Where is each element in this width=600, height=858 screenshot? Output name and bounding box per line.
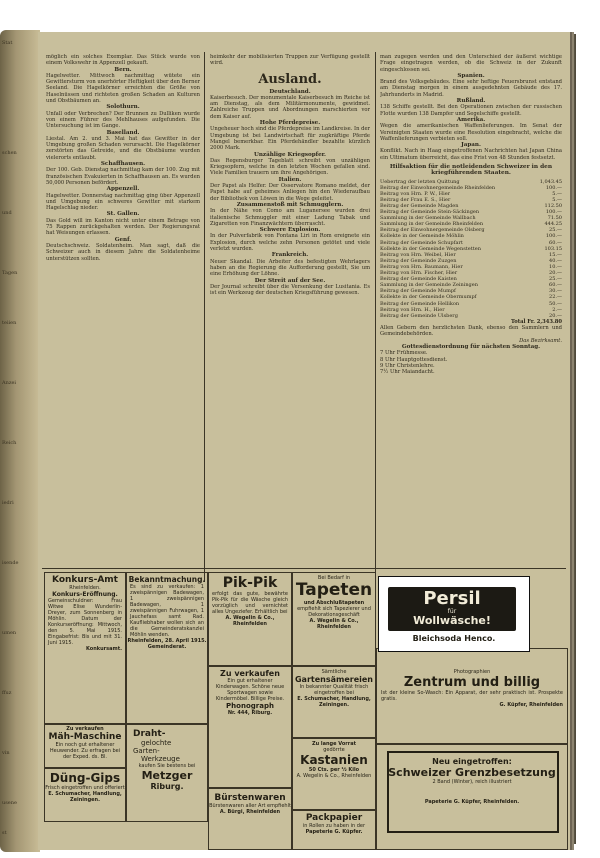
spine-ghost-text: vin <box>2 750 10 756</box>
left-column <box>46 54 200 566</box>
donation-label: Beitrag der Einwohnergemeinde Olsberg <box>380 227 485 234</box>
section-heading: St. Gallen. <box>106 211 140 218</box>
donation-label: Sammlung in der Gemeinde Rheinfelden <box>380 221 484 228</box>
article-text: heimkehr der mobilisierten Truppen zur Verfügung gestellt wird. <box>210 54 370 67</box>
donation-amount: 103.15 <box>544 245 562 252</box>
service-line: 7½ Uhr Maiandacht. <box>380 369 435 376</box>
donation-amount: 60.— <box>549 282 562 289</box>
spine-ghost-text: umen <box>2 630 17 636</box>
column-rule <box>375 52 376 582</box>
ad-footer: E. Schumacher, Handlung, Zeiningen. <box>297 696 371 708</box>
ad-subtitle: gedörrte <box>323 747 345 753</box>
ad-body: Frisch eingetroffen und offeriert <box>45 785 125 791</box>
persil-logo-box <box>388 587 516 631</box>
ad-footer: G. Küpfer, Rheinfelden <box>499 702 563 708</box>
section-heading: Unzählige Kriegsopfer. <box>253 151 327 158</box>
middle-column <box>210 54 370 566</box>
ad-big: Tapeten <box>295 580 373 600</box>
persil-line2: Wollwäsche! <box>413 614 491 627</box>
spine-ghost-text: iedri <box>2 500 14 506</box>
article-text: Der Journal schreibt über die Versenkung der Lusitania. Es ist ein Werkzeug der deutschen Kriegsführung gewesen. <box>210 283 370 297</box>
ad-big: Gartensämereien <box>294 675 373 684</box>
ad-tapeten <box>292 572 376 666</box>
ad-title: Zu verkaufen <box>66 726 104 732</box>
donation-label: Beitrag der Gemeinde Kaisten <box>380 276 457 283</box>
spine-ghost-text: Stat <box>2 40 13 46</box>
donation-label: Beitrag von Hrn. Baumann, Hier <box>380 263 463 270</box>
section-heading: Rußland. <box>456 98 486 105</box>
ad-body: In bekannter Qualität frisch eingetroffen bei <box>299 684 369 696</box>
ad-photographien <box>376 648 568 744</box>
thanks-signature: Das Bezirksamt. <box>519 337 562 344</box>
donation-label: Beitrag der Gemeinde Magden <box>380 203 459 210</box>
ad-footer: Rheinfelden, 28. April 1915. Gemeinderat. <box>127 638 207 650</box>
ad-big: Düng-Gips <box>49 771 121 785</box>
ad-kinderwagen <box>208 666 292 788</box>
donation-amount: 60.— <box>549 239 562 246</box>
ad-pik-pik <box>208 572 292 666</box>
donation-amount: 100.— <box>545 209 562 216</box>
ad-big: Kastanien <box>300 753 368 767</box>
ad-footer: Riburg. <box>150 782 184 791</box>
donation-amount: 112.50 <box>544 203 562 210</box>
spine-ghost-text: usene <box>2 800 17 806</box>
donation-label: Beitrag von Hrn. H., Hier <box>380 306 445 313</box>
donation-amount: 50.— <box>549 300 562 307</box>
ad-body: Ist der kleine So-Wasch: Ein Apparat, der sehr praktisch ist. Prospekte gratis. <box>381 690 563 702</box>
article-text: Der 100. Geb. Dienstag nachmittag kam der 100. Zug mit französischen Evakuierten in Schaffhausen an. Es wurden 50,000 Personen befördert. <box>46 167 200 186</box>
ad-duengips <box>44 768 126 822</box>
donation-label: Uebertrag der letzten Quittung <box>380 178 460 185</box>
ad-packpapier <box>292 810 376 850</box>
donation-amount: 20.— <box>549 270 562 277</box>
ad-body: in Rollen zu haben in der <box>302 823 366 829</box>
donation-label: Beitrag der Gemeinde Stein-Säckingen <box>380 209 480 216</box>
ad-bekanntmachung <box>126 572 208 724</box>
ad-big: Schweizer Grenzbesetzung <box>388 766 556 779</box>
ad-body: erfolgt das gute, bewährte Pik-Pik für die Wäsche gleich vorzüglich und vernichtet alles Ungeziefer. Erhältlich bei <box>212 591 288 615</box>
donation-amount: 71.50 <box>547 215 562 222</box>
section-heading: Amerika. <box>456 116 486 123</box>
ad-body: 50 Cts. per ½ Kilo <box>308 767 360 773</box>
donation-amount: 30.— <box>549 288 562 295</box>
service-line: 9 Uhr Christenlehre. <box>380 362 435 369</box>
donation-label: Beitrag der Gemeinde Ulsberg <box>380 312 458 319</box>
ad-big: Zentrum und billig <box>403 675 541 690</box>
donation-label: Beitrag der Gemeinde Mumpf <box>380 288 456 295</box>
donation-amount: 22.— <box>549 294 562 301</box>
donation-amount: 25.— <box>549 227 562 234</box>
book-spine <box>0 30 40 852</box>
article-text: Deutschschweiz. Soldatenheim. Man sagt, daß die Schweizer auch in diesem Jahre die Soldatenheime unterstützen sollten. <box>46 242 200 262</box>
article-text: man zugegen werden und den Unterschied der äußerst wichtige Frage eingetragen werden, ob die Schweiz in der Zukunft eingeschlossen sei. <box>380 54 562 73</box>
article-text: Wegen die amerikanischen Waffenlieferungen. Im Senat der Vereinigten Staaten wurde eine Resolution eingebracht, welche die Waffenlieferungen verbieten soll. <box>380 123 562 142</box>
donation-amount: 1,043.45 <box>539 178 562 185</box>
ad-body: empfiehlt sich Tapezierer und Dekorationsgeschäft <box>297 606 371 618</box>
ad-title: Sämtliche <box>321 669 347 675</box>
article-text: Hagelwetter. Donnerstag nachmittag ging über Appenzell und Umgebung ein schweres Gewitter mit starkem Hagelschlag nieder. <box>46 192 200 212</box>
ad-body: Ein gut erhaltener Kinderwagen. Schöne neue Sportwagen sowie Kindermöbel. Billige Preise. <box>215 678 285 702</box>
article-text: Das Gold will im Kanton nicht unter einem Betrage von 75 Rappen zurückgehalten werden. Der Regierungsrat hat Weisungen erlassen. <box>46 217 200 237</box>
ad-big: Phonograph <box>226 702 274 710</box>
persil-line1: für <box>447 608 457 615</box>
right-column <box>380 54 562 566</box>
ad-body: Bürstenwaren aller Art empfiehlt <box>209 803 291 809</box>
ad-title: Bekanntmachung. <box>128 575 206 584</box>
spine-ghost-text: und <box>2 210 12 216</box>
newspaper-page <box>38 32 570 850</box>
spine-ghost-text: Reich <box>2 440 17 446</box>
donation-label: Beitrag der Frau E. S., Hier <box>380 196 451 203</box>
donation-label: Beitrag der Gemeinde Schupfart <box>380 239 463 246</box>
article-text: Liestal. Am 2. und 3. Mai hat das Gewitter in der Umgebung großen Schaden verursacht. Die Hagelkörner zerstörten das Getreide, und die Obstbäume wurden vielerorts entlaubt. <box>46 135 200 161</box>
spine-ghost-text: isende <box>2 560 19 566</box>
article-text: In der Pulverfabrik von Fontana Liri in Rom ereignete ein Explosion, durch welche zehn Personen getötet und viele verletzt wurden. <box>210 233 370 253</box>
donation-amount: 25.— <box>549 276 562 283</box>
ad-title: Neu eingetroffen: <box>432 757 512 766</box>
ad-footer: E. Schumacher, Handlung, Zeiningen. <box>48 791 122 803</box>
donation-amount: 5.— <box>552 190 562 197</box>
section-heading: Japan. <box>461 142 481 149</box>
donation-label: Kollekte in der Gemeinde Wegenstetten <box>380 245 481 252</box>
ad-line: Garten- <box>133 747 160 755</box>
ad-heading: Konkurs-Eröffnung. <box>52 591 118 598</box>
donation-label: Sammlung in der Gemeinde Wallbach <box>380 215 476 222</box>
ad-footer: A. Bürgi, Rheinfelden <box>219 809 281 815</box>
column-rule <box>204 52 205 582</box>
ad-subtitle: 2 Band (Winter), reich illustriert <box>432 779 512 785</box>
ad-big: Metzger <box>141 769 193 782</box>
donation-amount: 444.25 <box>544 221 562 228</box>
section-heading: Schwere Explosion. <box>259 227 321 234</box>
article-text: 138 Schiffe gestellt. Bei den Operationen zwischen der russischen Flotte wurden 138 Dampfer und Segelschiffe gestellt. <box>380 104 562 117</box>
spine-ghost-text: st <box>2 830 7 836</box>
donation-label: Beitrag von Hrn. Weibel, Hier <box>380 251 456 258</box>
spine-ghost-text: teiien <box>2 320 17 326</box>
article-text: Neuer Skandal. Die Arbeiter des befestigten Wehrlagers haben an die Regierung die Aufforderung gestellt, Sie um eine Erhöhung der Löhne. <box>210 258 370 278</box>
donation-amount: 100.— <box>545 184 562 191</box>
article-text: Brand des Volksgebäudes. Eine sehr heftige Feuersbrunst entstand am Dienstag morgen in einem ausgedehnten Gebäude des 17. Jahrhunderts in Madrid. <box>380 79 562 98</box>
ad-werkzeuge <box>126 724 208 822</box>
section-heading: Deutschland. <box>269 88 311 95</box>
ad-footer: Nr. 444, Riburg. <box>227 710 273 716</box>
ad-body: Ein noch gut erhaltener Heuwender. Zu erfragen bei der Exped. ds. Bl. <box>49 742 121 760</box>
donation-amount: 15.— <box>549 251 562 258</box>
donation-label: Sammlung in der Gemeinde Zeiningen <box>380 282 478 289</box>
ad-title: Pik-Pik <box>222 575 278 591</box>
ad-title: Zu verkaufen <box>220 669 280 678</box>
spine-ghost-text: ffuz <box>2 690 12 696</box>
ad-body: Es sind zu verkaufen: 1 zweispännigen Badewagen, 1 zweispännigen Badewagen, 1 zweispännigen Fuhrwagen, 1 Jauchefass samt Rad. Kaufliebhaber wollen sich an die Gemeinderatskanzlei Möhlin wenden. <box>130 584 204 638</box>
article-text: Das Regensburger Tageblatt schreibt von unzähligen Kriegsopfern, welche in den letzten Wochen gefallen sind. Viele Familien trauern um ihre Angehörigen. <box>210 157 370 177</box>
donation-label: Beitrag der Einwohnergemeinde Rheinfelden <box>380 184 496 191</box>
service-line: 7 Uhr Frühmesse. <box>380 350 428 357</box>
ad-subtitle: und Abschlußtapeten <box>303 600 365 606</box>
ad-footer: A. Wegelin & Co., Rheinfelden <box>296 773 372 779</box>
section-heading: Zusammenstoß mit Schmugglern. <box>236 201 344 208</box>
ad-line: gelochte <box>141 739 172 747</box>
ad-body: Gemeinschuldner: Frau Witwe Elise Wunderlin-Dreyer, zum Sonnenberg in Möhlin. Datum der Konkurseröffnung: Mittwoch, den 5. Mai 1915. Eingabefrist: Bis und mit 31. Juni 1915. <box>48 598 122 646</box>
section-heading: Genf. <box>114 236 132 243</box>
section-heading: Frankreich. <box>271 252 309 259</box>
ad-grenzbesetzung <box>376 744 568 850</box>
donation-amount: 10.— <box>549 263 562 270</box>
section-heading: Der Streit auf der See. <box>254 277 326 284</box>
article-text: Hagelwetter. Mittwoch nachmittag wütete ein Gewittersturm von unerhörter Heftigkeit über den Berner Seeland. Die Hagelkörner erreichten die Größe von Haselnüssen und richteten großen Schaden an Kulturen und Obstbäumen an. <box>46 72 200 105</box>
donation-amount: 2.— <box>552 306 562 313</box>
service-title: Gottesdienstordnung für nächsten Sonntag. <box>401 343 541 350</box>
article-text: Unfall oder Verbrechen? Der Brunnen zu Dulliken wurde von einem Führer des Mehlhauses aufgefunden. Die Untersuchung ist im Gange. <box>46 110 200 130</box>
ad-persil <box>378 576 530 652</box>
ad-maehmaschine <box>44 724 126 768</box>
section-heading: Baselland. <box>106 129 140 136</box>
ad-konkurs <box>44 572 126 724</box>
ad-footer: Konkursamt. <box>86 646 122 652</box>
article-text: Ungeheuer hoch sind die Pferdepreise im Landkreise. In der Umgebung ist bei Landwirtschaft für zugkräftige Pferde Mangel bemerkbar. Ein Pferdehändler bezahlte kürzlich 2000 Mark. <box>210 126 370 152</box>
ad-subtitle: Rheinfelden. <box>69 585 101 591</box>
ad-line: Werkzeuge <box>141 755 180 763</box>
donation-label: Kollekte in der Gemeinde Möhlin <box>380 233 464 240</box>
article-text: Der Papst als Helfer. Der Osservatore Romano meldet, der Papst habe auf geheimes Anliegen hin den Wiederaufbau der Bibliothek von Löwen in die Wege geleitet. <box>210 183 370 202</box>
article-text: In der Nähe von Como am Luganersee wurden drei italienische Schmuggler mit einer Ladung Tabak und Zigaretten von Finanzwächtern überrascht. <box>210 208 370 227</box>
ad-footer: A. Wegelin & Co., Rheinfelden <box>309 618 359 630</box>
persil-footer: Bleichsoda Henco. <box>412 634 496 643</box>
ad-title: Draht- <box>133 729 166 739</box>
ad-title: Zu lange Vorrat <box>311 741 356 747</box>
ad-footer: Papeterie G. Küpfer, Rheinfelden. <box>424 799 520 805</box>
donation-amount: 40.— <box>549 257 562 264</box>
donation-table <box>380 179 562 319</box>
spine-ghost-text: Anzei <box>2 380 17 386</box>
section-heading: Italien. <box>278 176 302 183</box>
ads-top-rule <box>42 568 566 569</box>
section-heading: Appenzell. <box>106 186 140 193</box>
ad-title: Konkurs-Amt <box>52 575 118 585</box>
ad-kastanien <box>292 738 376 810</box>
ad-title: Photographien <box>453 669 491 675</box>
donation-label: Beitrag von Hrn. Fischer, Hier <box>380 270 458 277</box>
ad-big: Packpapier <box>305 813 363 823</box>
article-text: Konflikt. Nach in Haag eingetroffenen Nachrichten hat Japan China ein Ultimatum überreicht, das eine Frist von 48 Stunden festsetzt. <box>380 148 562 161</box>
article-text: möglich ein solches Exemplar. Das Stück wurde von einem Volkswehr in Appenzell gekauft. <box>46 54 200 67</box>
donation-amount: 20.— <box>549 312 562 319</box>
section-heading: Schaffhausen. <box>100 161 146 168</box>
donation-label: Beitrag der Gemeinde Zuzgen <box>380 257 457 264</box>
donation-label: Beitrag der Gemeinde Hellikon <box>380 300 460 307</box>
ad-subtitle: kaufen Sie bestens bei <box>138 763 196 769</box>
ad-big: Mäh-Maschine <box>48 732 122 742</box>
thanks-text: Allen Gebern den herzlichsten Dank, ebenso den Sammlern und Gemeindebehörden. <box>380 325 562 338</box>
ad-buerstenwaren <box>208 788 292 850</box>
donation-label: Beitrag von Hrn. P. W., Hier <box>380 190 451 197</box>
relief-list-title: Hilfsaktion für die notleidenden Schweizer in den kriegführenden Staaten. <box>389 164 553 177</box>
section-heading: Spanien. <box>457 72 485 79</box>
ad-footer: A. Wegelin & Co., Rheinfelden <box>225 615 275 627</box>
article-text: Kaiserbesuch. Der monumentale Kaiserbesuch im Reiche ist am Dienstag, als dem Militärmonumente, gewidmet. Zahlreiche Truppen und Abordnungen marschierten vor dem Kaiser auf. <box>210 94 370 120</box>
ad-title: Bei Bedarf in <box>317 575 351 581</box>
section-title-ausland: Ausland. <box>258 71 322 87</box>
section-heading: Hohe Pferdepreise. <box>259 120 321 127</box>
donation-amount: 100.— <box>545 233 562 240</box>
ad-big: Bürstenwaren <box>214 793 286 803</box>
donation-amount: 5.— <box>552 196 562 203</box>
ad-gartensamen <box>292 666 376 738</box>
section-heading: Bern. <box>114 66 132 73</box>
spine-ghost-text: schen <box>2 150 17 156</box>
donation-label: Kollekte in der Gemeinde Obermumpf <box>380 294 477 301</box>
section-heading: Solothurn. <box>106 104 140 111</box>
service-line: 8 Uhr Hauptgottesdienst. <box>380 356 448 363</box>
ad-footer: Papeterie G. Küpfer. <box>305 829 363 835</box>
spine-ghost-text: Tagen <box>2 270 18 276</box>
persil-brand: Persil <box>423 588 481 609</box>
donation-total: Total Fr. 2,343.80 <box>511 318 562 325</box>
